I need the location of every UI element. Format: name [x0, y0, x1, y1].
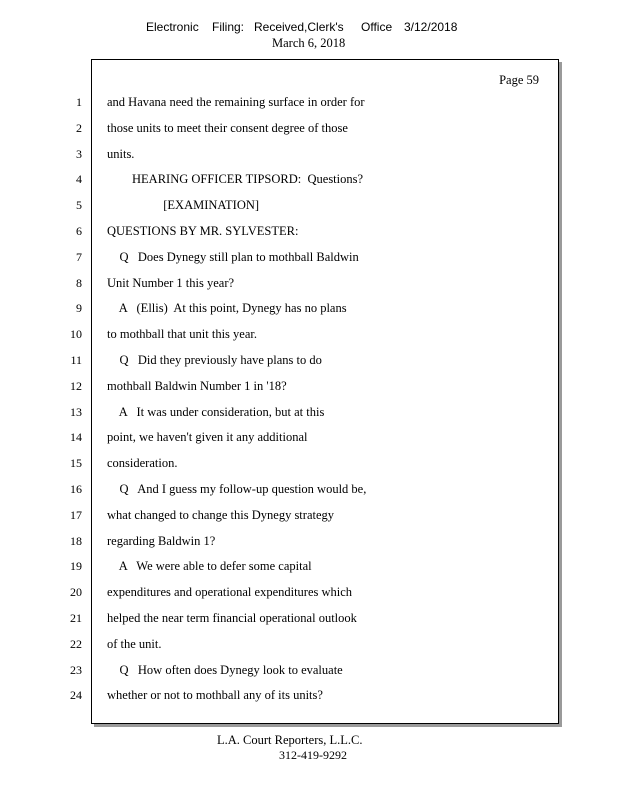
stamp-electronic: Electronic — [146, 20, 199, 34]
line-number: 15 — [70, 456, 82, 470]
line-text: Unit Number 1 this year? — [107, 276, 235, 290]
line-number: 19 — [70, 559, 82, 573]
line-text: helped the near term financial operational outlook — [107, 611, 357, 625]
line-text: and Havana need the remaining surface in order for — [107, 95, 365, 109]
line-number: 18 — [70, 534, 82, 548]
page-number: Page 59 — [499, 73, 539, 87]
line-number: 3 — [76, 147, 82, 161]
line-number: 23 — [70, 663, 82, 677]
line-number: 21 — [70, 611, 82, 625]
line-text: whether or not to mothball any of its units? — [107, 688, 323, 702]
stamp-received-clerks: Received,Clerk's — [254, 20, 344, 34]
line-number: 24 — [70, 688, 82, 702]
footer-company: L.A. Court Reporters, L.L.C. — [217, 733, 363, 747]
line-number: 13 — [70, 405, 82, 419]
stamp-office: Office — [361, 20, 393, 34]
line-text: HEARING OFFICER TIPSORD: Questions? — [107, 172, 364, 186]
line-text: point, we haven't given it any additional — [107, 430, 308, 444]
line-number: 14 — [70, 430, 82, 444]
line-text: consideration. — [107, 456, 178, 470]
line-text: mothball Baldwin Number 1 in '18? — [107, 379, 287, 393]
line-number: 10 — [70, 327, 82, 341]
line-text: [EXAMINATION] — [107, 198, 260, 212]
line-number: 4 — [76, 172, 82, 186]
line-number: 1 — [76, 95, 82, 109]
line-number: 7 — [76, 250, 82, 264]
stamp-filing: Filing: — [212, 20, 245, 34]
line-number: 12 — [70, 379, 82, 393]
line-number: 2 — [76, 121, 82, 135]
line-number: 16 — [70, 482, 82, 496]
line-text: of the unit. — [107, 637, 162, 651]
line-number: 8 — [76, 276, 82, 290]
line-text: A It was under consideration, but at this — [107, 405, 325, 419]
line-text: A We were able to defer some capital — [107, 559, 312, 573]
line-number: 5 — [76, 198, 82, 212]
line-text: to mothball that unit this year. — [107, 327, 257, 341]
transcript-date: March 6, 2018 — [272, 36, 346, 50]
line-text: what changed to change this Dynegy strategy — [107, 508, 335, 522]
line-text: Q And I guess my follow-up question would be, — [107, 482, 367, 496]
line-text: Q How often does Dynegy look to evaluate — [107, 663, 343, 677]
line-text: QUESTIONS BY MR. SYLVESTER: — [107, 224, 299, 238]
line-number: 11 — [70, 353, 82, 367]
footer-phone: 312-419-9292 — [279, 748, 347, 762]
line-number: 20 — [70, 585, 82, 599]
line-text: units. — [107, 147, 135, 161]
line-number: 22 — [70, 637, 82, 651]
line-text: Q Does Dynegy still plan to mothball Baldwin — [107, 250, 359, 264]
line-text: Q Did they previously have plans to do — [107, 353, 322, 367]
line-number: 6 — [76, 224, 82, 238]
line-text: A (Ellis) At this point, Dynegy has no plans — [107, 301, 347, 315]
stamp-date: 3/12/2018 — [404, 20, 458, 34]
line-text: regarding Baldwin 1? — [107, 534, 216, 548]
line-text: those units to meet their consent degree of those — [107, 121, 348, 135]
line-text: expenditures and operational expenditures which — [107, 585, 353, 599]
line-number: 9 — [76, 301, 82, 315]
line-number: 17 — [70, 508, 82, 522]
